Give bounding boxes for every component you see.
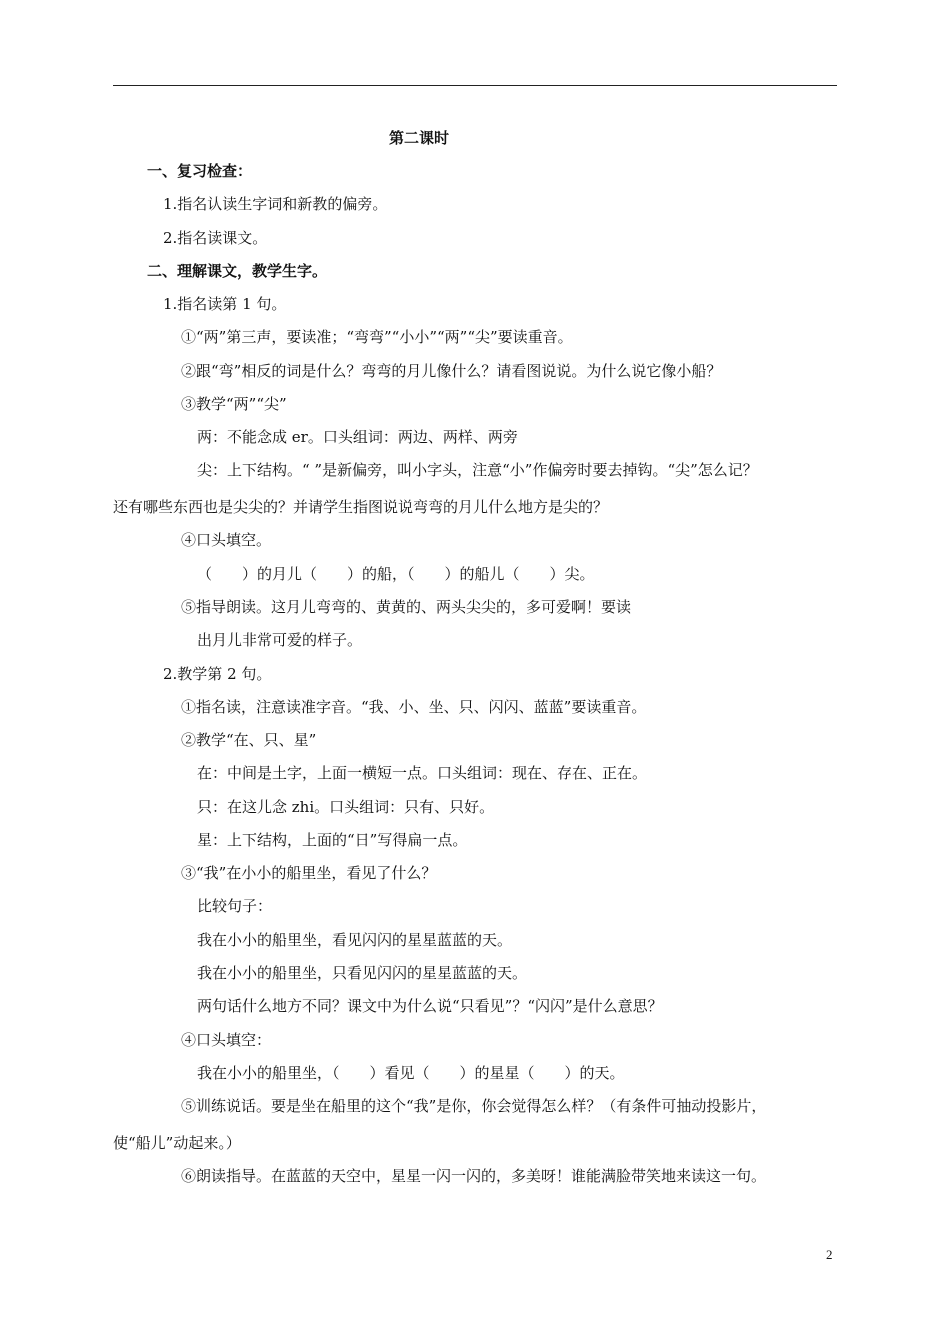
section-heading: 二、理解课文，教学生字。	[147, 262, 328, 280]
text-line: ④口头填空。	[181, 531, 272, 549]
text-line: ③“我”在小小的船里坐，看见了什么？	[181, 864, 437, 882]
text-line: （ ）的月儿（ ）的船，（ ）的船儿（ ）尖。	[197, 565, 595, 583]
section-heading: 一、复习检查：	[147, 162, 253, 180]
text-line: ⑤指导朗读。这月儿弯弯的、黄黄的、两头尖尖的，多可爱啊！要读	[181, 598, 632, 616]
text-line: ②跟“弯”相反的词是什么？弯弯的月儿像什么？请看图说说。为什么说它像小船？	[181, 362, 722, 380]
text-line: ①“两”第三声，要读准；“弯弯”“小小”“两”“尖”要读重音。	[181, 328, 573, 346]
text-line: 还有哪些东西也是尖尖的？并请学生指图说说弯弯的月儿什么地方是尖的？	[113, 498, 609, 516]
text-line: 星：上下结构，上面的“日”写得扁一点。	[197, 831, 468, 849]
text-line: ②教学“在、只、星”	[181, 731, 317, 749]
header-rule	[113, 85, 837, 86]
text-line: ①指名读，注意读准字音。“我、小、坐、只、闪闪、蓝蓝”要读重音。	[181, 698, 647, 716]
text-line: 我在小小的船里坐，只看见闪闪的星星蓝蓝的天。	[197, 964, 528, 982]
text-line: 2.指名读课文。	[163, 229, 268, 247]
page-number: 2	[826, 1247, 833, 1262]
text-line: 我在小小的船里坐，（ ）看见（ ）的星星（ ）的天。	[197, 1064, 625, 1082]
text-line: 尖：上下结构。“ ”是新偏旁，叫小字头，注意“小”作偏旁时要去掉钩。“尖”怎么记？	[197, 461, 758, 479]
text-line: 使“船儿”动起来。）	[113, 1134, 241, 1152]
text-line: ③教学“两”“尖”	[181, 395, 287, 413]
text-line: ⑤训练说话。要是坐在船里的这个“我”是你，你会觉得怎么样？（有条件可抽动投影片，	[181, 1097, 767, 1115]
text-line: 2.教学第 2 句。	[163, 665, 272, 683]
text-line: 1.指名认读生字词和新教的偏旁。	[163, 195, 388, 213]
text-line: 两：不能念成 er。口头组词：两边、两样、两旁	[197, 428, 518, 446]
text-line: 我在小小的船里坐，看见闪闪的星星蓝蓝的天。	[197, 931, 513, 949]
text-line: 出月儿非常可爱的样子。	[197, 631, 363, 649]
text-line: ⑥朗读指导。在蓝蓝的天空中，星星一闪一闪的，多美呀！谁能满脸带笑地来读这一句。	[181, 1167, 767, 1185]
text-line: 两句话什么地方不同？课文中为什么说“只看见”？“闪闪”是什么意思？	[197, 997, 663, 1015]
page-title: 第二课时	[389, 129, 450, 147]
text-line: 只：在这儿念 zhi。口头组词：只有、只好。	[197, 798, 495, 816]
text-line: ④口头填空：	[181, 1031, 272, 1049]
text-line: 在：中间是土字，上面一横短一点。口头组词：现在、存在、正在。	[197, 764, 648, 782]
text-line: 1.指名读第 1 句。	[163, 295, 287, 313]
text-line: 比较句子：	[197, 897, 273, 915]
